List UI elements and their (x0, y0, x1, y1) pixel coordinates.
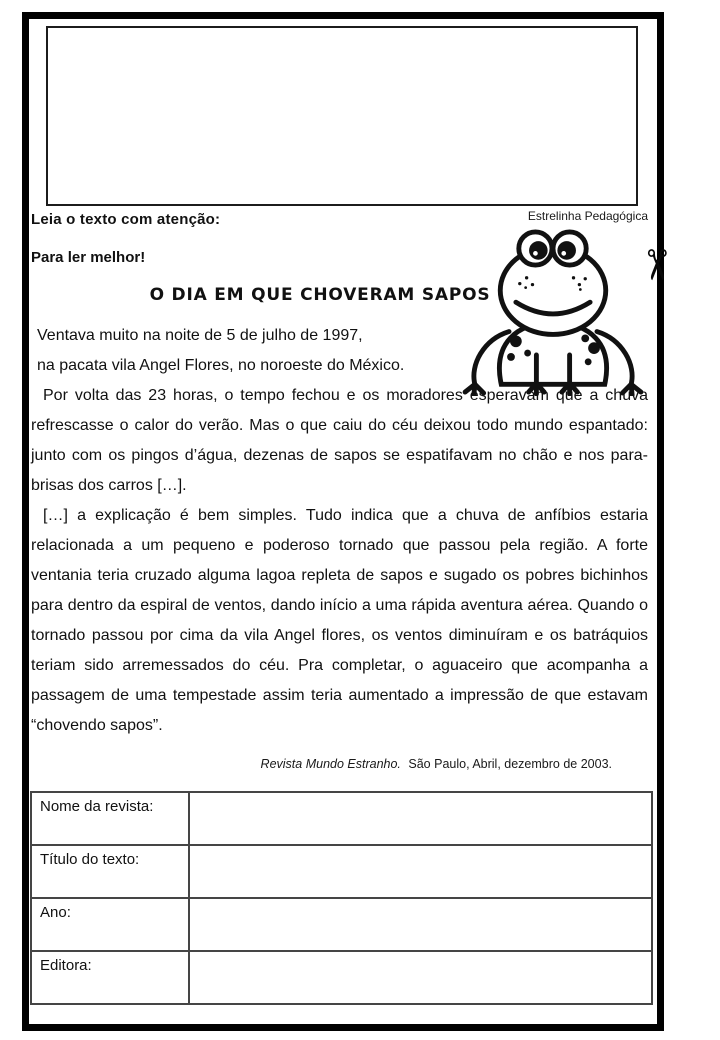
table-row (31, 792, 652, 845)
scissors-icon: ✂ (632, 247, 681, 283)
source-info-table (30, 791, 653, 1005)
table-row (31, 845, 652, 898)
table-row (31, 898, 652, 951)
row-label-ano: Ano: (31, 898, 189, 951)
instruction-text: Leia o texto com atenção: (31, 211, 221, 228)
citation-line (31, 757, 648, 771)
answer-cell-editora[interactable] (189, 951, 652, 1004)
row-label-nome-da-revista: Nome da revista: (31, 792, 189, 845)
lead-line: na pacata vila Angel Flores, no noroeste do México. (37, 357, 405, 374)
paragraph: […] a explicação é bem simples. Tudo indica que a chuva de anfíbios estaria relacionada a um pequeno e poderoso tornado que passou pela região. A forte ventania teria cruzado alguma lagoa repleta de sapos e sugado os pobres bichinhos para dentro da espiral de ventos, dando início a uma rápida aventura aérea. Quando o tornado passou por cima da vila Angel flores, os ventos diminuíram e os batráquios teriam sido arremessados do céu. Pra completar, o aguaceiro que acompanha a passagem de uma tempestade assim teria aumentado a impressão de que estavam “chovendo sapos”. (31, 507, 648, 734)
article-body (31, 321, 648, 741)
citation-details: São Paulo, Abril, dezembro de 2003. (408, 757, 612, 771)
row-label-editora: Editora: (31, 951, 189, 1004)
article-title: O DIA EM QUE CHOVERAM SAPOS (149, 285, 491, 305)
paragraph: Por volta das 23 horas, o tempo fechou e os moradores esperavam que a chuva refrescasse o calor do verão. Mas o que caiu do céu deixou todo mundo espantado: junto com os pingos d’água, dezenas de sapos se espatifavam no chão e nos para-brisas dos carros […]. (31, 387, 648, 494)
answer-cell-nome-da-revista[interactable] (189, 792, 652, 845)
row-label-titulo-do-texto: Título do texto: (31, 845, 189, 898)
table-row (31, 951, 652, 1004)
publisher-credit: Estrelinha Pedagógica (527, 209, 648, 223)
answer-cell-ano[interactable] (189, 898, 652, 951)
lead-line: Ventava muito na noite de 5 de julho de 1997, (37, 327, 363, 344)
subtitle-text: Para ler melhor! (31, 249, 146, 266)
citation-source: Revista Mundo Estranho. (260, 757, 401, 771)
answer-cell-titulo-do-texto[interactable] (189, 845, 652, 898)
header-blank-box (46, 26, 638, 206)
